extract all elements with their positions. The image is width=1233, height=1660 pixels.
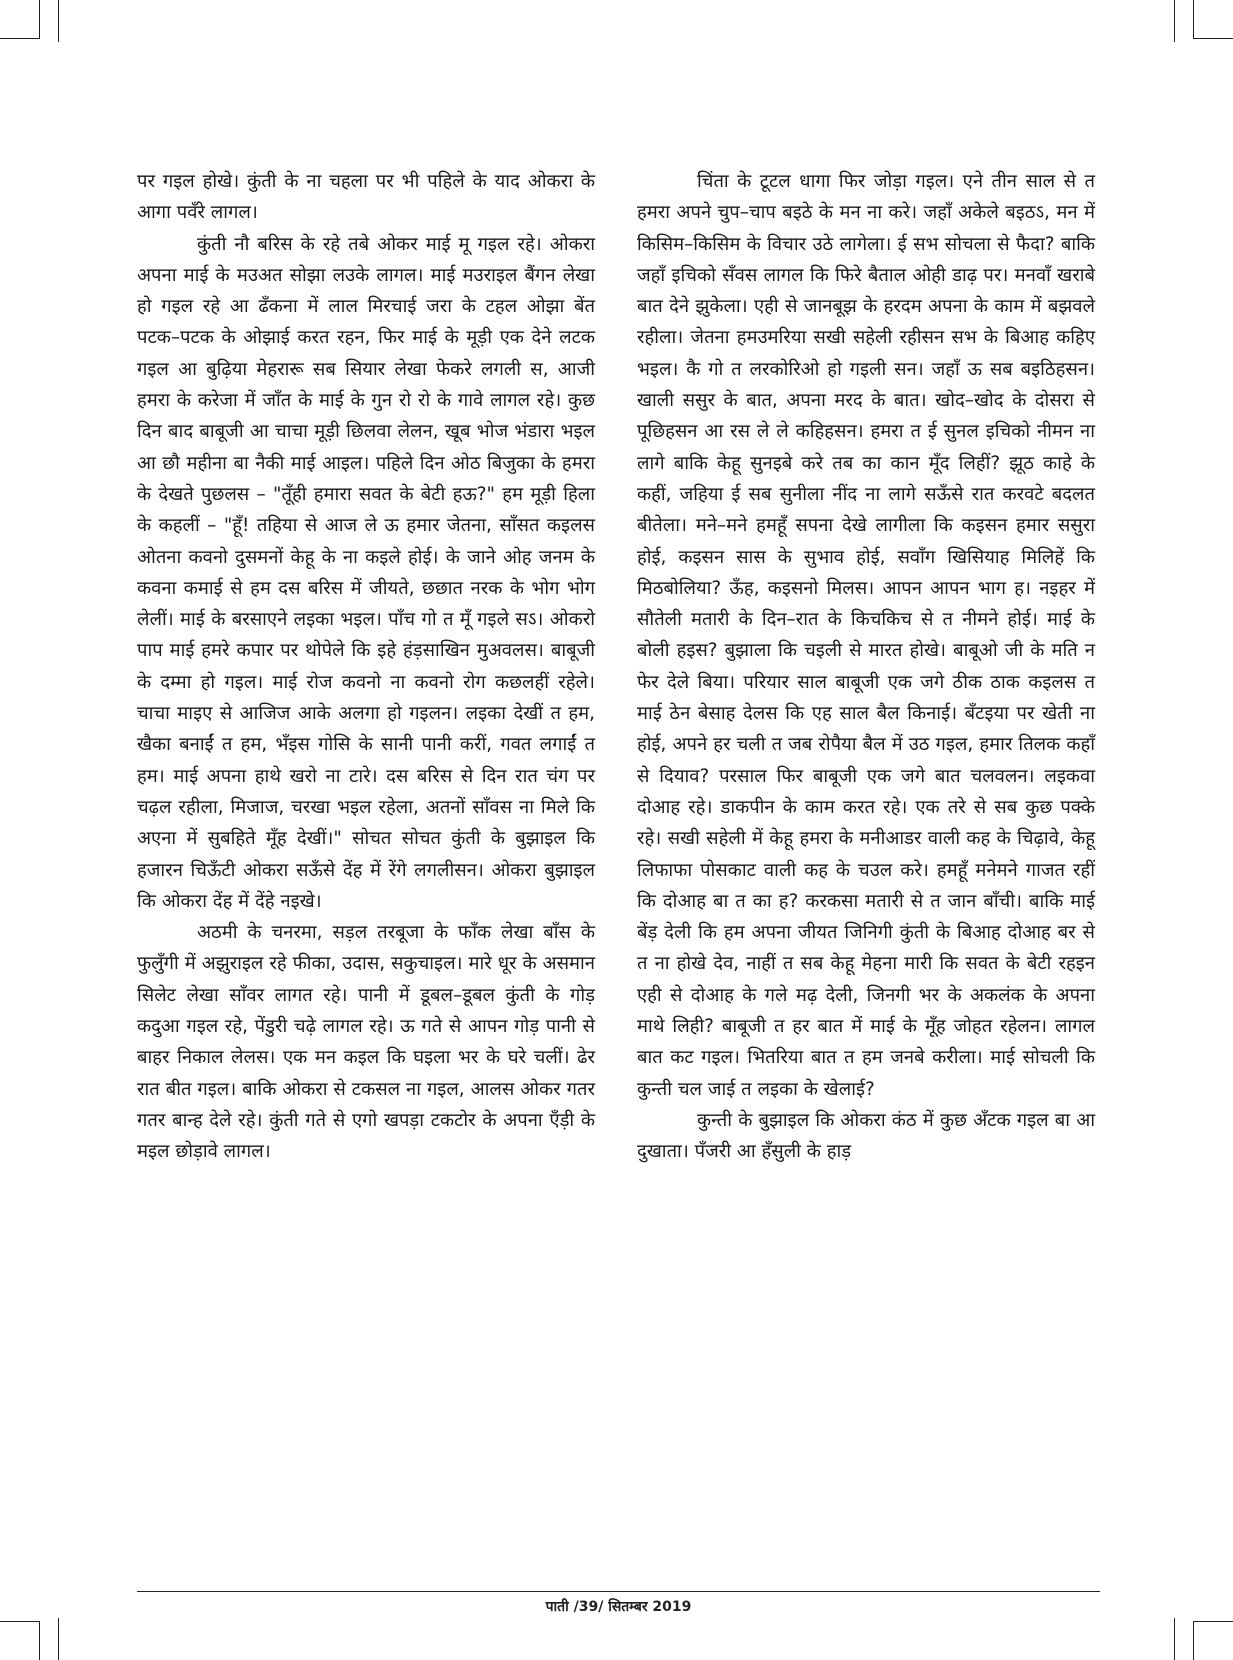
crop-mark <box>1193 1621 1194 1660</box>
paragraph: अठमी के चनरमा, सड़ल तरबूजा के फाँक लेखा बाँस के फुलुँगी में अझुराइल रहे फीका, उदास, सकुचाइल। मारे धूर के असमान सिलेट लेखा साँवर लागत रहे। पानी में डूबल–डूबल कुंती के गोड़ कदुआ गइल रहे, पेंडुरी चढ़े लागल रहे। ऊ गते से आपन गोड़ पानी से बाहर निकाल लेलस। एक मन कइल कि घइला भर के घरे चलीं। ढेर रात बीत गइल। बाकि ओकरा से टकसल ना गइल, आलस ओकर गतर गतर बान्ह देले रहे। कुंती गते से एगो खपड़ा टकटोर के अपना एँड़ी के मइल छोड़ावे लागल। <box>137 922 595 1163</box>
paragraph: चिंता के टूटल धागा फिर जोड़ा गइल। एने तीन साल से त हमरा अपने चुप–चाप बइठे के मन ना करे। जहाँ अकेले बइठऽ, मन में किसिम–किसिम के विचार उठे लागेला। ई सभ सोचला से फैदा? बाकि जहाँ इचिको सँवस लागल कि फिरे बैताल ओही डाढ़ पर। मनवाँ खराबे बात देने झुकेला। एही से जानबूझ के हरदम अपना के काम में बझवले रहीला। जेतना हमउमरिया सखी सहेली रहीसन सभ के बिआह कहिए भइल। कै गो त लरकोरिओ हो गइली सन। जहाँ ऊ सब बइठिहसन। खाली ससुर के बात, अपना मरद के बात। खोद–खोद के दोसरा से पूछिहसन आ रस ले ले कहिहसन। हमरा त ई सुनल इचिको नीमन ना लागे बाकि केहू सुनइबे करे तब का कान मूँद लिहीं? झूठ काहे के कहीं, जहिया ई सब सुनीला नींद ना लागे सऊँसे रात करवटे बदलत बीतेला। मने–मने हमहूँ सपना देखे लागीला कि कइसन हमार ससुरा होई, कइसन सास के सुभाव होई, सवाँग खिसियाह मिलिहें कि मिठबोलिया? ऊँह, कइसनो मिलस। आपन आपन भाग ह। नइहर में सौतेली मतारी के दिन–रात के किचकिच से त नीमने होई। माई के बोली हइस? बुझाला कि चइली से मारत होखे। बाबूओ जी के मति न फेर देले बिया। परियार साल बाबूजी एक जगे ठीक ठाक कइलस त माई ठेन बेसाह देलस कि एह साल बैल किनाई। बँटइया पर खेती ना होई, अपने हर चली त जब रोपैया बैल में उठ गइल, हमार तिलक कहाँ से दियाव? परसाल फिर बाबूजी एक जगे बात चलवलन। लइकवा दोआह रहे। डाकपीन के काम करत रहे। एक तरे से सब कुछ पक्के रहे। सखी सहेली में केहू हमरा के मनीआडर वाली कह के चिढ़ावे, केहू लिफाफा पोसकाट वाली कह के चउल करे। हमहूँ मनेमने गाजत रहीं कि दोआह बा त का ह? करकसा मतारी से त जान बाँची। बाकि माई बेंड़ देली कि हम अपना जीयत जिनिगी कुंती के बिआह दोआह बर से त ना होखे देव, नाहीं त सब केहू मेहना मारी कि सवत के बेटी रहइन एही से दोआह के गले मढ़ देली, जिनगी भर के अकलंक के अपना माथे लिही? बाबूजी त हर बात में माई के मूँह जोहत रहेलन। लागल बात कट गइल। भितरिया बात त हम जनबे करीला। माई सोचली कि कुन्ती चल जाई त लइका के खेलाई? <box>637 171 1095 1100</box>
crop-mark <box>58 1618 59 1660</box>
crop-mark <box>1193 0 1194 38</box>
crop-mark <box>1193 38 1233 39</box>
crop-mark <box>58 0 59 42</box>
crop-mark <box>1174 0 1175 42</box>
paragraph: कुन्ती के बुझाइल कि ओकरा कंठ में कुछ अँटक गइल बा आ दुखाता। पँजरी आ हँसुली के हाड़ <box>637 1109 1095 1163</box>
left-column <box>137 166 595 1168</box>
crop-mark <box>39 1621 40 1660</box>
page-footer: पाती /39/ सितम्बर 2019 <box>545 1599 692 1615</box>
crop-mark <box>0 38 40 39</box>
crop-mark <box>1174 1618 1175 1660</box>
footer-rule <box>137 1591 1100 1592</box>
paragraph: कुंती नौ बरिस के रहे तबे ओकर माई मू गइल रहे। ओकरा अपना माई के मउअत सोझा लउके लागल। माई मउराइल बैंगन लेखा हो गइल रहे आ ढँकना में लाल मिरचाई जरा के टहल ओझा बेंत पटक–पटक के ओझाई करत रहन, फिर माई के मूड़ी एक देने लटक गइल आ बुढ़िया मेहरारू सब सियार लेखा फेकरे लगली स, आजी हमरा के करेजा में जाँत के माई के गुन रो रो के गावे लागल रहे। कुछ दिन बाद बाबूजी आ चाचा मूड़ी छिलवा लेलन, खूब भोज भंडारा भइल आ छौ महीना बा नैकी माई आइल। पहिले दिन ओठ बिजुका के हमरा के देखते पुछलस – "तूँही हमारा सवत के बेटी हऊ?" हम मूड़ी हिला के कहलीं – "हूँ! तहिया से आज ले ऊ हमार जेतना, साँसत कइलस ओतना कवनो दुसमनों केहू के ना कइले होई। के जाने ओह जनम के कवना कमाई से हम दस बरिस में जीयते, छछात नरक के भोग भोग लेलीं। माई के बरसाएने लइका भइल। पाँच गो त मूँ गइले सऽ। ओकरो पाप माई हमरे कपार पर थोपेले कि इहे हंड़साखिन मुअवलस। बाबूजी के दम्मा हो गइल। माई रोज कवनो ना कवनो रोग कछलहीं रहेले। चाचा माइए से आजिज आके अलगा हो गइलन। लइका देखीं त हम, खैका बनाईं त हम, भँइस गोसि के सानी पानी करीं, गवत लगाईं त हम। माई अपना हाथे खरो ना टारे। दस बरिस से दिन रात चंग पर चढ़ल रहीला, मिजाज, चरखा भइल रहेला, अतनों साँवस ना मिले कि अएना में सुबहिते मूँह देखीं।" सोचत सोचत कुंती के बुझाइल कि हजारन चिऊँटी ओकरा सऊँसे देंह में रेंगे लगलीसन। ओकरा बुझाइल कि ओकरा देंह में देंहे नइखे। <box>137 233 595 912</box>
crop-mark <box>1193 1621 1233 1622</box>
right-column <box>637 166 1095 1168</box>
crop-mark <box>0 1621 40 1622</box>
paragraph: पर गइल होखे। कुंती के ना चहला पर भी पहिले के याद ओकरा के आगा पवँरे लागल। <box>137 171 595 224</box>
crop-mark <box>39 0 40 38</box>
